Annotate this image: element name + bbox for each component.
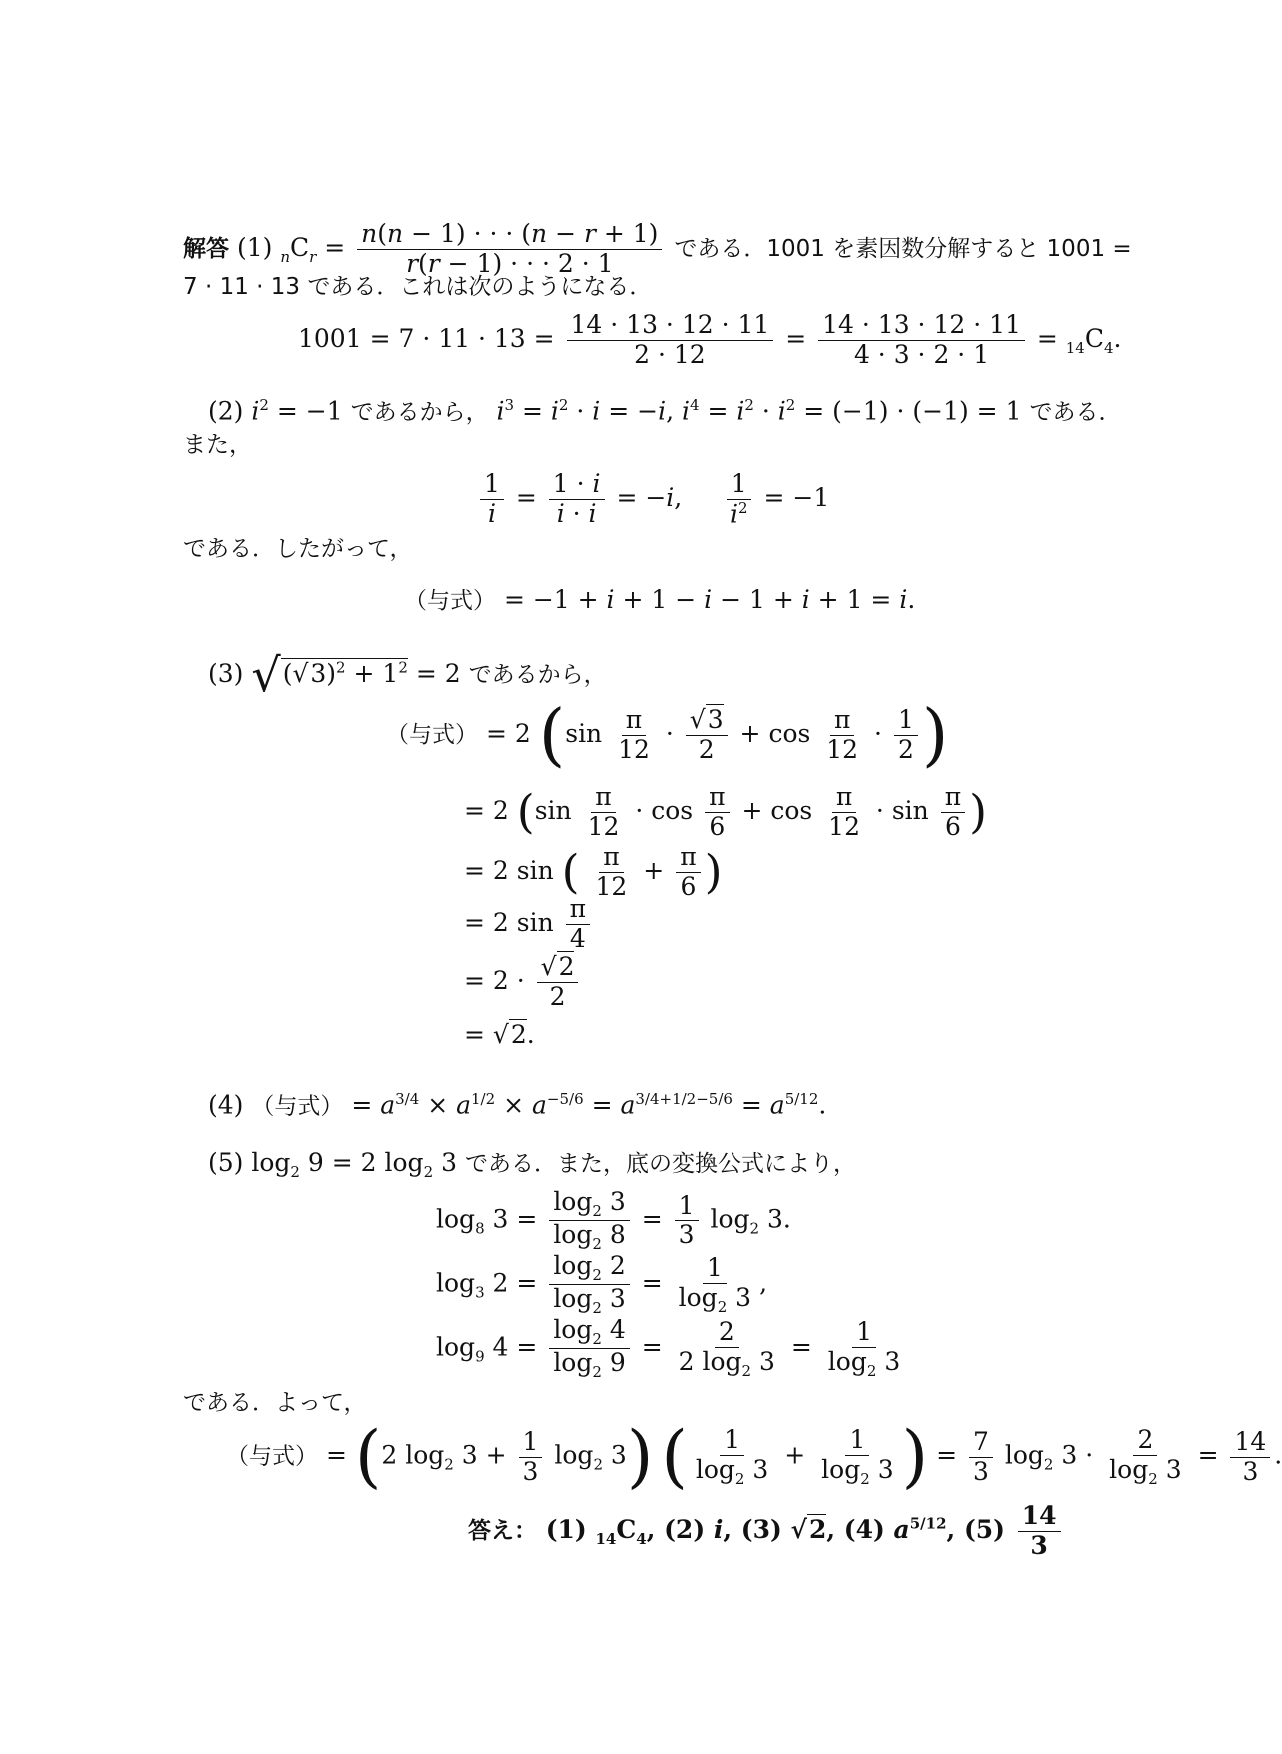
p1-equation: 1001 = 7 · 11 · 13 = $\frac{14 \cdot 13 \cdot 12 \cdot 11}{2 \cdot 12}$ = $\frac{14 \cdot 13 \cdot 12 \cdot 11}{4 \cdot 3 \cdot 2 \cdot 1}$ = $_{14}C_4$. xyxy=(298,310,1122,369)
p2-dearu: である． xyxy=(1029,399,1122,426)
p2-equation2: （与式） = −1 + i + 1 − i − 1 + i + 1 = i. xyxy=(404,585,916,614)
p2-line1: (2) $i^2 = -1$ であるから， $i^3 = i^2 \cdot i = -i$, $i^4 = i^2 \cdot i^2 = (-1) \cdot (-1) = 1$ である． xyxy=(208,396,1122,426)
p2-mata: また， xyxy=(183,432,252,458)
p3-number: (3) xyxy=(208,659,244,689)
p5-text: である．また，底の変換公式により， xyxy=(464,1151,856,1177)
p4-number: (4) xyxy=(208,1090,244,1120)
p1-line1: 解答 (1) $_nC_r$ = $\frac{n(n - 1) \cdot \cdot \cdot (n - r + 1)}{r(r - 1) \cdot \cdot \cdot 2 \cdot 1}$ である．1001 を素因数分解すると 1001 = xyxy=(183,219,1132,278)
p1-line2: 7 · 11 · 13 である．これは次のようになる． xyxy=(183,274,653,300)
p5-number: (5) xyxy=(208,1148,244,1177)
p5-eq3: $\log_9 4$ = $\frac{\log_2 4}{\log_2 9}$ = $\frac{2}{2 \log_2 3}$ = $\frac{1}{\log_2 3}$ xyxy=(436,1315,901,1382)
kaitou-label: 解答 xyxy=(183,235,229,262)
p5-eq1: $\log_8 3$ = $\frac{\log_2 3}{\log_2 8}$ = $\frac{1}{3}$ $\log_2 3$. xyxy=(436,1187,791,1254)
answer-prefix: 答え： xyxy=(468,1517,537,1544)
p1-number: (1) xyxy=(236,232,273,262)
p2-equation1: $\frac{1}{i}$ = $\frac{1 \cdot i}{i \cdot i}$ = −i, $\frac{1}{i^2}$ = −1 xyxy=(476,470,829,529)
p3-step3: = 2 sin ( $\frac{\pi}{12}$ + $\frac{\pi}{6}$ ) xyxy=(464,842,723,901)
p3-step6: = √2. xyxy=(464,1020,535,1049)
p1-text: である．1001 を素因数分解すると 1001 = xyxy=(674,235,1132,262)
p3-step4: = 2 sin $\frac{\pi}{4}$ xyxy=(464,895,594,954)
p4-line: (4) （与式） = $a^{3/4} \times a^{1/2} \times a^{-5/6} = a^{3/4+1/2-5/6} = a^{5/12}$. xyxy=(208,1090,827,1120)
p5-line1: (5) $\log_2 9 = 2$ $\log_2 3$ である．また，底の変換公式により， xyxy=(208,1148,856,1181)
p2-shitagatte: である．したがって， xyxy=(183,536,413,562)
p3-step5: = 2 · $\frac{√2}{2}$ xyxy=(464,953,582,1012)
p5-yotte: である．よって， xyxy=(183,1390,367,1416)
p2-number: (2) xyxy=(208,396,244,426)
ncr-fraction: $\frac{n(n - 1) \cdot \cdot \cdot (n - r + 1)}{r(r - 1) \cdot \cdot \cdot 2 \cdot 1}$ xyxy=(357,220,662,279)
p5-eq2: $\log_3 2$ = $\frac{\log_2 2}{\log_2 3}$ = $\frac{1}{\log_2 3}$ , xyxy=(436,1251,768,1318)
p3-step2: = 2 (sin $\frac{\pi}{12}$ · cos $\frac{\pi}{6}$ + cos $\frac{\pi}{12}$ · sin $\frac{\pi}{6}$ ) xyxy=(464,782,988,841)
p5-final: （与式） = (2 $\log_2 3$ + $\frac{1}{3}$ $\log_2 3$) ( $\frac{1}{\log_2 3}$ + $\frac{1}{\log_2 3}$ ) = $\frac{7}{3}$ $\log_2 3$ · $\frac{2}{\log_2 3}$ = $\frac{14}{3}$ . xyxy=(226,1417,1282,1497)
p3-line1: (3) $√(√3)^2 + 1^2 = 2$ であるから， xyxy=(208,648,607,702)
answer-line: 答え： (1) $_{14}C_4$, (2) i, (3) √2, (4) $a^{5/12}$, (5) $\frac{14}{3}$ xyxy=(468,1502,1065,1561)
p2-dearukara: であるから， xyxy=(350,399,489,426)
p3-dearukara: であるから， xyxy=(468,662,607,689)
p3-step1: （与式） = 2 (sin $\frac{\pi}{12}$ · $\frac{√3}{2}$ + cos $\frac{\pi}{12}$ · $\frac{1}{2}$ ) xyxy=(386,696,949,775)
